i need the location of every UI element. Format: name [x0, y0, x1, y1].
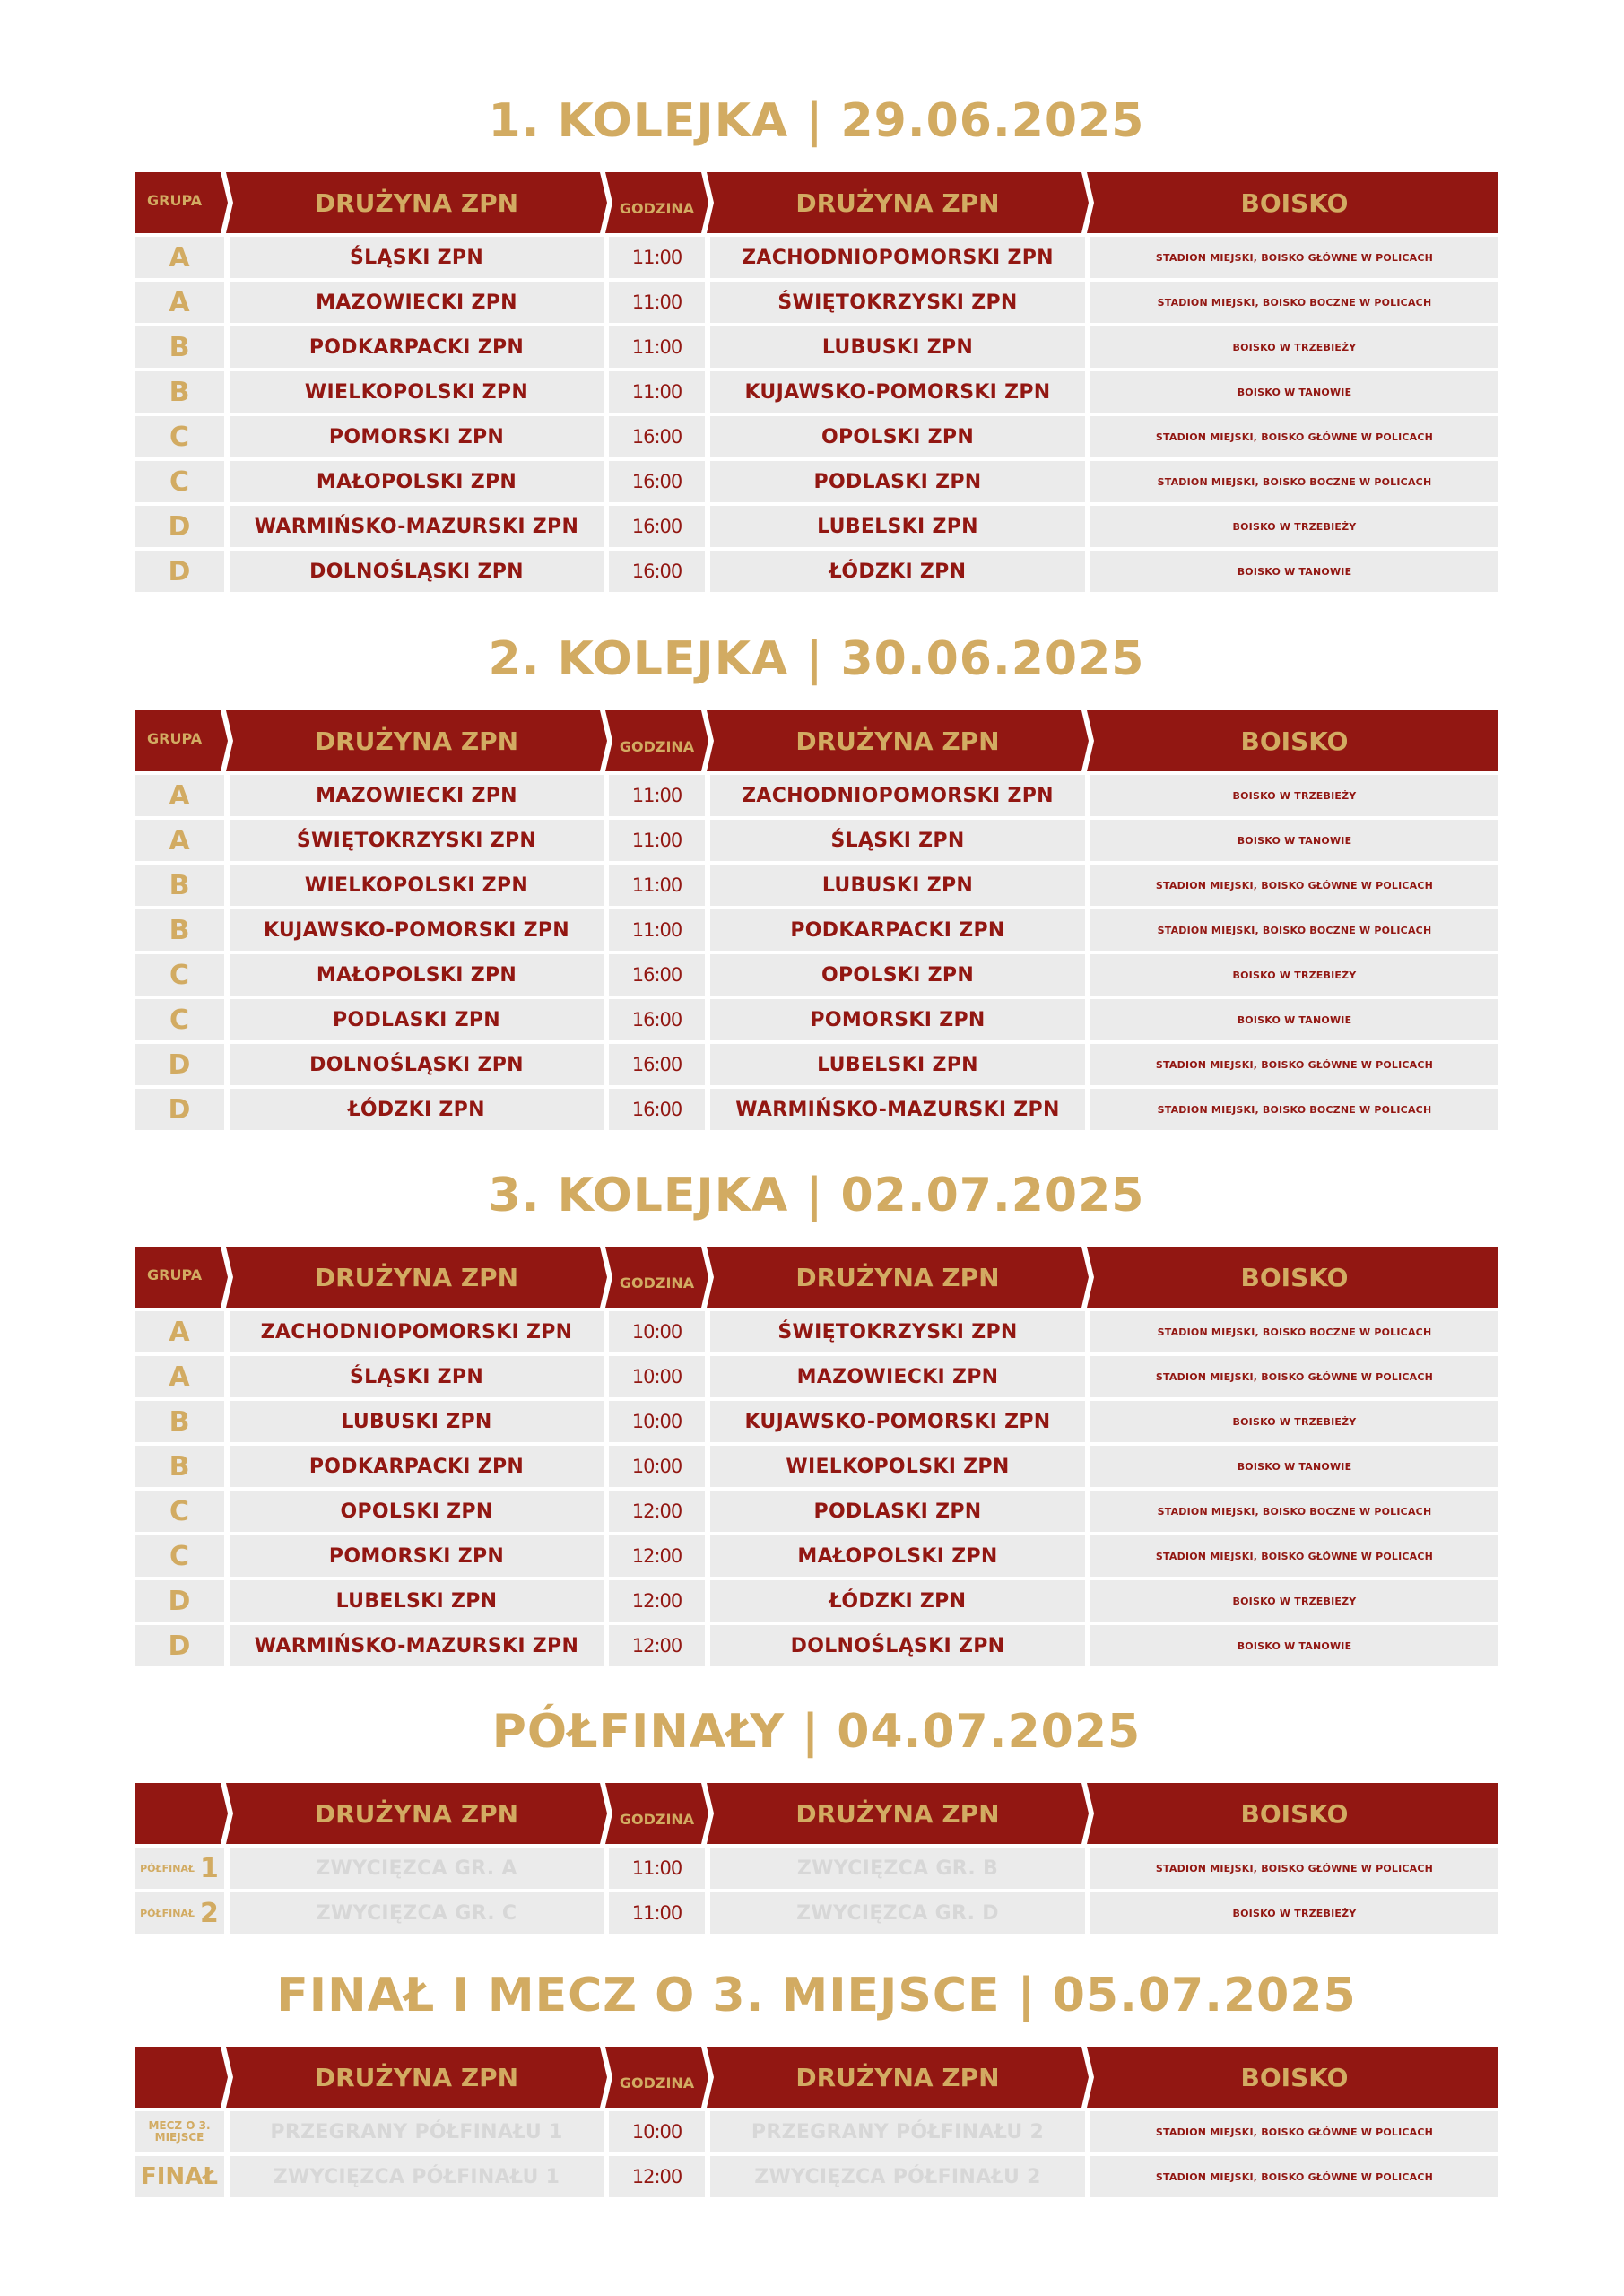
- match-time: 11:00: [631, 830, 682, 851]
- away-team: PODKARPACKI ZPN: [790, 918, 1005, 942]
- table-header: [135, 710, 1498, 771]
- schedule-table: [135, 710, 1498, 1130]
- schedule-table: [135, 1247, 1498, 1666]
- header-divider: [701, 1247, 716, 1308]
- header-field: BOISKO: [1240, 2062, 1349, 2092]
- home-team: POMORSKI ZPN: [328, 425, 505, 448]
- home-team: ŚWIĘTOKRZYSKI ZPN: [296, 829, 537, 852]
- header-divider: [221, 1783, 235, 1844]
- home-team: WIELKOPOLSKI ZPN: [304, 874, 529, 897]
- home-team: MAŁOPOLSKI ZPN: [316, 470, 517, 493]
- field-name: BOISKO W TRZEBIEŻY: [1232, 1595, 1357, 1607]
- header-group: GRUPA: [147, 192, 203, 209]
- match-row: [135, 1535, 1498, 1577]
- match-time: 12:00: [631, 1545, 682, 1567]
- away-team: ŁÓDZKI ZPN: [829, 560, 967, 583]
- away-team: WARMIŃSKO-MAZURSKI ZPN: [735, 1098, 1060, 1121]
- match-time: 16:00: [631, 1099, 682, 1120]
- field-name: BOISKO W TANOWIE: [1237, 1460, 1352, 1473]
- header-divider: [701, 172, 716, 233]
- away-team: PRZEGRANY PÓŁFINAŁU 2: [751, 2120, 1045, 2144]
- away-team: WIELKOPOLSKI ZPN: [786, 1455, 1010, 1478]
- header-team-away: DRUŻYNA ZPN: [795, 1798, 1000, 1829]
- away-team: ŁÓDZKI ZPN: [829, 1589, 967, 1613]
- header-divider: [221, 710, 235, 771]
- final-label: FINAŁ: [140, 2163, 218, 2190]
- header-field: BOISKO: [1240, 187, 1349, 218]
- header-divider: [701, 2047, 716, 2108]
- header-divider: [1081, 1247, 1096, 1308]
- match-time: 10:00: [631, 1411, 682, 1432]
- header-field: BOISKO: [1240, 1798, 1349, 1829]
- match-time: 16:00: [631, 471, 682, 492]
- field-name: STADION MIEJSKI, BOISKO GŁÓWNE W POLICACH: [1155, 1058, 1434, 1071]
- home-team: MAŁOPOLSKI ZPN: [316, 963, 517, 987]
- match-time: 16:00: [631, 1009, 682, 1031]
- match-row: [135, 820, 1498, 861]
- field-name: BOISKO W TRZEBIEŻY: [1232, 520, 1357, 533]
- away-team: ZWYCIĘZCA PÓŁFINAŁU 2: [754, 2165, 1041, 2188]
- match-time: 12:00: [631, 1635, 682, 1657]
- match-time: 11:00: [631, 1857, 682, 1879]
- match-time: 16:00: [631, 1054, 682, 1075]
- field-name: STADION MIEJSKI, BOISKO GŁÓWNE W POLICACH: [1155, 430, 1434, 443]
- home-team: POMORSKI ZPN: [328, 1544, 505, 1568]
- field-name: BOISKO W TRZEBIEŻY: [1232, 789, 1357, 802]
- group-letter: B: [169, 376, 190, 408]
- home-team: PRZEGRANY PÓŁFINAŁU 1: [270, 2120, 563, 2144]
- field-name: STADION MIEJSKI, BOISKO GŁÓWNE W POLICACH: [1155, 1550, 1434, 1562]
- header-divider: [600, 2047, 614, 2108]
- away-team: ZWYCIĘZCA GR. D: [796, 1901, 999, 1925]
- home-team: OPOLSKI ZPN: [340, 1500, 493, 1523]
- header-group: GRUPA: [147, 1266, 203, 1283]
- group-letter: D: [168, 1093, 191, 1126]
- home-team: WARMIŃSKO-MAZURSKI ZPN: [254, 515, 579, 538]
- match-time: 11:00: [631, 247, 682, 268]
- match-time: 10:00: [631, 1321, 682, 1343]
- match-row: [135, 461, 1498, 502]
- home-team: ZWYCIĘZCA PÓŁFINAŁU 1: [273, 2165, 560, 2188]
- away-team: OPOLSKI ZPN: [821, 425, 975, 448]
- home-team: LUBELSKI ZPN: [335, 1589, 498, 1613]
- match-time: 12:00: [631, 1500, 682, 1522]
- header-divider: [1081, 2047, 1096, 2108]
- section-title: 2. KOLEJKA | 30.06.2025: [488, 632, 1145, 686]
- group-letter: D: [168, 1048, 191, 1081]
- semifinal-label: PÓŁFINAŁ: [140, 1907, 195, 1919]
- match-time: 12:00: [631, 2166, 682, 2187]
- away-team: PODLASKI ZPN: [813, 470, 982, 493]
- match-row: [135, 551, 1498, 592]
- away-team: MAŁOPOLSKI ZPN: [797, 1544, 998, 1568]
- away-team: KUJAWSKO-POMORSKI ZPN: [744, 380, 1051, 404]
- table-header: [135, 172, 1498, 233]
- home-team: ZWYCIĘZCA GR. A: [316, 1857, 517, 1880]
- field-name: STADION MIEJSKI, BOISKO GŁÓWNE W POLICACH: [1155, 2170, 1434, 2183]
- match-row: [135, 775, 1498, 816]
- group-letter: D: [168, 510, 191, 543]
- match-row: [135, 237, 1498, 278]
- field-name: BOISKO W TRZEBIEŻY: [1232, 341, 1357, 353]
- field-name: STADION MIEJSKI, BOISKO GŁÓWNE W POLICACH: [1155, 2126, 1434, 2138]
- away-team: LUBUSKI ZPN: [821, 335, 974, 359]
- header-team-home: DRUŻYNA ZPN: [314, 2062, 519, 2092]
- home-team: ŚLĄSKI ZPN: [349, 1365, 484, 1388]
- match-time: 11:00: [631, 291, 682, 313]
- section-title: FINAŁ I MECZ O 3. MIEJSCE | 05.07.2025: [276, 1969, 1357, 2022]
- group-letter: B: [169, 331, 190, 363]
- match-row: [135, 999, 1498, 1040]
- group-letter: B: [169, 914, 190, 946]
- third-place-label: MECZ O 3.: [148, 2119, 211, 2132]
- header-field: BOISKO: [1240, 726, 1349, 756]
- header-field: BOISKO: [1240, 1262, 1349, 1292]
- field-name: STADION MIEJSKI, BOISKO BOCZNE W POLICACH: [1157, 475, 1432, 488]
- match-time: 12:00: [631, 1590, 682, 1612]
- match-row: [135, 2111, 1498, 2152]
- field-name: BOISKO W TRZEBIEŻY: [1232, 1415, 1357, 1428]
- group-letter: A: [169, 241, 190, 274]
- match-time: 10:00: [631, 2121, 682, 2143]
- schedule-table: [135, 2047, 1498, 2197]
- header-divider: [221, 2047, 235, 2108]
- field-name: STADION MIEJSKI, BOISKO BOCZNE W POLICACH: [1157, 1103, 1432, 1116]
- away-team: ŚLĄSKI ZPN: [830, 829, 965, 852]
- home-team: WARMIŃSKO-MAZURSKI ZPN: [254, 1634, 579, 1657]
- section-title: 1. KOLEJKA | 29.06.2025: [488, 94, 1145, 148]
- field-name: BOISKO W TANOWIE: [1237, 1013, 1352, 1026]
- field-name: STADION MIEJSKI, BOISKO BOCZNE W POLICACH: [1157, 1505, 1432, 1518]
- away-team: POMORSKI ZPN: [810, 1008, 986, 1031]
- table-header: [135, 1247, 1498, 1308]
- group-letter: C: [169, 959, 190, 991]
- field-name: BOISKO W TANOWIE: [1237, 834, 1352, 847]
- away-team: KUJAWSKO-POMORSKI ZPN: [744, 1410, 1051, 1433]
- away-team: ZACHODNIOPOMORSKI ZPN: [742, 784, 1054, 807]
- home-team: MAZOWIECKI ZPN: [316, 784, 517, 807]
- match-time: 16:00: [631, 964, 682, 986]
- group-letter: C: [169, 465, 190, 498]
- header-divider: [221, 1247, 235, 1308]
- header-group: GRUPA: [147, 730, 203, 747]
- group-letter: C: [169, 1540, 190, 1572]
- group-letter: D: [168, 1630, 191, 1662]
- match-row: [135, 1311, 1498, 1352]
- field-name: STADION MIEJSKI, BOISKO BOCZNE W POLICACH: [1157, 296, 1432, 309]
- match-row: [135, 1401, 1498, 1442]
- home-team: ŚLĄSKI ZPN: [349, 246, 484, 269]
- home-team: KUJAWSKO-POMORSKI ZPN: [263, 918, 570, 942]
- home-team: LUBUSKI ZPN: [341, 1410, 492, 1433]
- field-name: STADION MIEJSKI, BOISKO GŁÓWNE W POLICACH: [1155, 251, 1434, 264]
- home-team: PODLASKI ZPN: [333, 1008, 500, 1031]
- header-divider: [1081, 172, 1096, 233]
- match-time: 16:00: [631, 561, 682, 582]
- match-time: 11:00: [631, 381, 682, 403]
- group-letter: B: [169, 1450, 190, 1483]
- group-letter: A: [169, 779, 190, 812]
- match-time: 16:00: [631, 426, 682, 448]
- header-time: GODZINA: [619, 1274, 695, 1292]
- match-time: 11:00: [631, 785, 682, 806]
- header-divider: [1081, 710, 1096, 771]
- home-team: ŁÓDZKI ZPN: [348, 1098, 485, 1121]
- match-row: [135, 1580, 1498, 1622]
- match-row: [135, 1491, 1498, 1532]
- away-team: LUBELSKI ZPN: [817, 515, 978, 538]
- header-divider: [600, 172, 614, 233]
- home-team: DOLNOŚLĄSKI ZPN: [309, 1053, 524, 1076]
- schedule-table: [135, 1783, 1498, 1934]
- home-team: ZWYCIĘZCA GR. C: [316, 1901, 517, 1925]
- group-letter: A: [169, 286, 190, 318]
- match-time: 10:00: [631, 1366, 682, 1387]
- header-divider: [221, 172, 235, 233]
- group-letter: A: [169, 824, 190, 857]
- match-time: 11:00: [631, 919, 682, 941]
- header-time: GODZINA: [619, 1810, 695, 1828]
- field-name: STADION MIEJSKI, BOISKO GŁÓWNE W POLICACH: [1155, 1370, 1434, 1383]
- field-name: BOISKO W TANOWIE: [1237, 386, 1352, 398]
- away-team: OPOLSKI ZPN: [821, 963, 975, 987]
- match-row: [135, 1892, 1498, 1934]
- group-letter: A: [169, 1361, 190, 1393]
- section-title: PÓŁFINAŁY | 04.07.2025: [491, 1705, 1142, 1759]
- header-divider: [1081, 1783, 1096, 1844]
- group-letter: D: [168, 1585, 191, 1617]
- match-time: 16:00: [631, 516, 682, 537]
- field-name: STADION MIEJSKI, BOISKO GŁÓWNE W POLICACH: [1155, 879, 1434, 891]
- match-row: [135, 416, 1498, 457]
- away-team: DOLNOŚLĄSKI ZPN: [790, 1634, 1005, 1657]
- home-team: WIELKOPOLSKI ZPN: [304, 380, 529, 404]
- header-time: GODZINA: [619, 199, 695, 217]
- header-divider: [600, 1247, 614, 1308]
- home-team: MAZOWIECKI ZPN: [316, 291, 517, 314]
- header-team-away: DRUŻYNA ZPN: [795, 187, 1000, 218]
- match-time: 11:00: [631, 1902, 682, 1924]
- match-row: [135, 954, 1498, 996]
- match-row: [135, 865, 1498, 906]
- field-name: STADION MIEJSKI, BOISKO BOCZNE W POLICACH: [1157, 924, 1432, 936]
- schedule-table: [135, 172, 1498, 592]
- field-name: BOISKO W TRZEBIEŻY: [1232, 969, 1357, 981]
- home-team: PODKARPACKI ZPN: [308, 335, 525, 359]
- header-team-home: DRUŻYNA ZPN: [314, 187, 519, 218]
- header-team-away: DRUŻYNA ZPN: [795, 2062, 1000, 2092]
- home-team: ZACHODNIOPOMORSKI ZPN: [260, 1320, 573, 1344]
- field-name: BOISKO W TANOWIE: [1237, 1639, 1352, 1652]
- group-letter: A: [169, 1316, 190, 1348]
- match-time: 11:00: [631, 336, 682, 358]
- header-team-home: DRUŻYNA ZPN: [314, 726, 519, 756]
- table-header: [135, 1783, 1498, 1844]
- match-time: 10:00: [631, 1456, 682, 1477]
- group-letter: C: [169, 421, 190, 453]
- semifinal-label: PÓŁFINAŁ: [140, 1862, 195, 1874]
- field-name: STADION MIEJSKI, BOISKO BOCZNE W POLICACH: [1157, 1326, 1432, 1338]
- field-name: STADION MIEJSKI, BOISKO GŁÓWNE W POLICACH: [1155, 1862, 1434, 1874]
- match-row: [135, 1356, 1498, 1397]
- field-name: BOISKO W TANOWIE: [1237, 565, 1352, 578]
- header-divider: [600, 1783, 614, 1844]
- match-row: [135, 326, 1498, 368]
- home-team: PODKARPACKI ZPN: [308, 1455, 525, 1478]
- match-row: [135, 1446, 1498, 1487]
- header-team-away: DRUŻYNA ZPN: [795, 1262, 1000, 1292]
- header-divider: [701, 1783, 716, 1844]
- away-team: ZACHODNIOPOMORSKI ZPN: [742, 246, 1054, 269]
- header-team-away: DRUŻYNA ZPN: [795, 726, 1000, 756]
- header-divider: [701, 710, 716, 771]
- match-row: [135, 1848, 1498, 1889]
- away-team: MAZOWIECKI ZPN: [796, 1365, 999, 1388]
- away-team: ZWYCIĘZCA GR. B: [796, 1857, 999, 1880]
- match-row: [135, 506, 1498, 547]
- header-divider: [600, 710, 614, 771]
- group-letter: C: [169, 1495, 190, 1527]
- home-team: DOLNOŚLĄSKI ZPN: [309, 560, 524, 583]
- header-team-home: DRUŻYNA ZPN: [314, 1798, 519, 1829]
- match-row: [135, 909, 1498, 951]
- away-team: ŚWIĘTOKRZYSKI ZPN: [777, 1320, 1018, 1344]
- table-header: [135, 2047, 1498, 2108]
- match-row: [135, 2156, 1498, 2197]
- header-team-home: DRUŻYNA ZPN: [314, 1262, 519, 1292]
- match-row: [135, 282, 1498, 323]
- field-name: BOISKO W TRZEBIEŻY: [1232, 1907, 1357, 1919]
- header-time: GODZINA: [619, 2074, 695, 2092]
- match-row: [135, 371, 1498, 413]
- group-letter: B: [169, 1405, 190, 1438]
- semifinal-number: 1: [200, 1852, 219, 1884]
- group-letter: B: [169, 869, 190, 901]
- section-title: 3. KOLEJKA | 02.07.2025: [488, 1169, 1145, 1222]
- away-team: LUBUSKI ZPN: [821, 874, 974, 897]
- semifinal-number: 2: [200, 1897, 219, 1929]
- third-place-label: MIEJSCE: [154, 2131, 204, 2144]
- header-time: GODZINA: [619, 737, 695, 755]
- away-team: PODLASKI ZPN: [813, 1500, 982, 1523]
- away-team: ŚWIĘTOKRZYSKI ZPN: [777, 291, 1018, 314]
- match-row: [135, 1625, 1498, 1666]
- group-letter: D: [168, 555, 191, 587]
- group-letter: C: [169, 1004, 190, 1036]
- match-time: 11:00: [631, 874, 682, 896]
- match-row: [135, 1044, 1498, 1085]
- match-row: [135, 1089, 1498, 1130]
- away-team: LUBELSKI ZPN: [817, 1053, 978, 1076]
